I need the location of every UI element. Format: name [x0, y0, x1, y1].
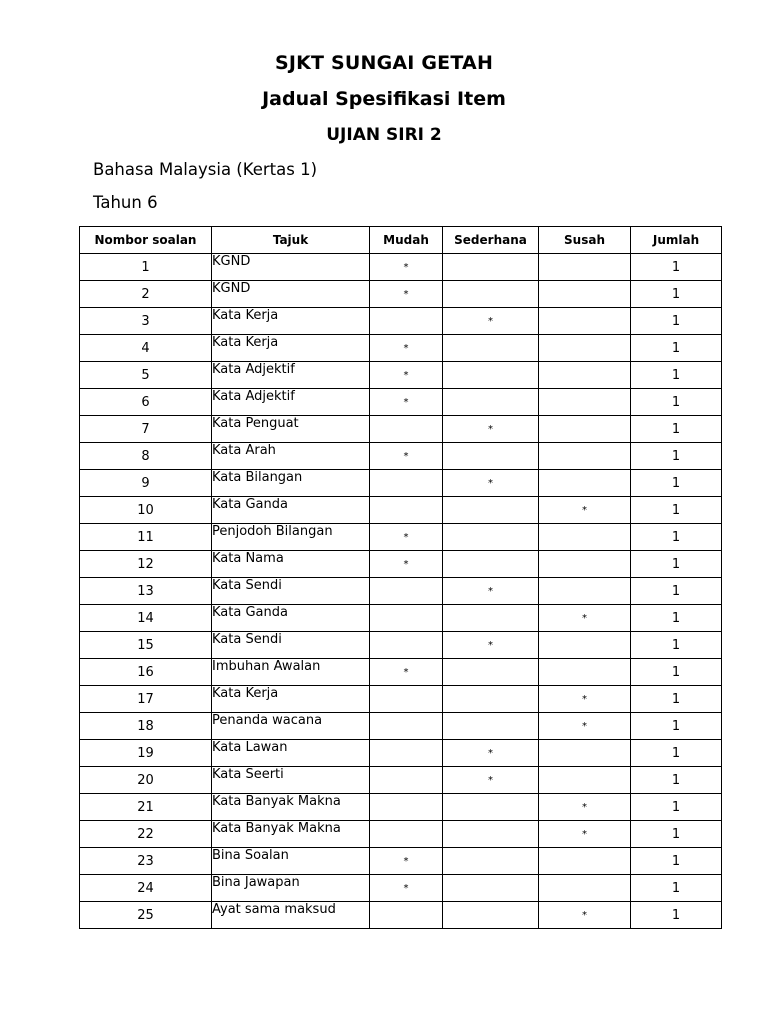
table-row — [80, 875, 722, 902]
easy-mark-cell: * — [370, 362, 443, 389]
topic-cell: Kata Banyak Makna — [212, 794, 370, 821]
column-header-moderate: Sederhana — [443, 227, 539, 254]
total-cell: 1 — [631, 794, 722, 821]
total-cell: 1 — [631, 389, 722, 416]
topic-cell: Bina Jawapan — [212, 875, 370, 902]
moderate-mark-cell — [443, 362, 539, 389]
easy-mark-cell: * — [370, 875, 443, 902]
easy-mark-cell — [370, 308, 443, 335]
question-number-cell: 7 — [80, 416, 212, 443]
total-cell: 1 — [631, 362, 722, 389]
table-row — [80, 308, 722, 335]
question-number-cell: 24 — [80, 875, 212, 902]
moderate-mark-cell — [443, 335, 539, 362]
total-cell: 1 — [631, 632, 722, 659]
hard-mark-cell — [539, 578, 631, 605]
hard-mark-cell — [539, 254, 631, 281]
moderate-mark-cell — [443, 848, 539, 875]
column-header-number: Nombor soalan — [80, 227, 212, 254]
question-number-cell: 13 — [80, 578, 212, 605]
moderate-mark-cell — [443, 821, 539, 848]
question-number-cell: 23 — [80, 848, 212, 875]
total-cell: 1 — [631, 335, 722, 362]
topic-cell: Kata Seerti — [212, 767, 370, 794]
column-header-easy: Mudah — [370, 227, 443, 254]
topic-cell: Kata Banyak Makna — [212, 821, 370, 848]
moderate-mark-cell — [443, 659, 539, 686]
easy-mark-cell — [370, 767, 443, 794]
easy-mark-cell — [370, 497, 443, 524]
moderate-mark-cell — [443, 281, 539, 308]
moderate-mark-cell — [443, 524, 539, 551]
easy-mark-cell — [370, 632, 443, 659]
table-row — [80, 605, 722, 632]
easy-mark-cell: * — [370, 848, 443, 875]
table-row — [80, 848, 722, 875]
moderate-mark-cell: * — [443, 578, 539, 605]
table-body — [80, 254, 722, 929]
total-cell: 1 — [631, 416, 722, 443]
table-row — [80, 767, 722, 794]
hard-mark-cell — [539, 281, 631, 308]
table-header-row — [80, 227, 722, 254]
hard-mark-cell — [539, 632, 631, 659]
hard-mark-cell: * — [539, 713, 631, 740]
easy-mark-cell: * — [370, 254, 443, 281]
topic-cell: Kata Arah — [212, 443, 370, 470]
topic-cell: Kata Ganda — [212, 605, 370, 632]
total-cell: 1 — [631, 497, 722, 524]
table-row — [80, 389, 722, 416]
easy-mark-cell — [370, 470, 443, 497]
easy-mark-cell: * — [370, 389, 443, 416]
question-number-cell: 1 — [80, 254, 212, 281]
table-row — [80, 794, 722, 821]
moderate-mark-cell — [443, 551, 539, 578]
exam-title: UJIAN SIRI 2 — [326, 125, 442, 145]
table-row — [80, 578, 722, 605]
question-number-cell: 16 — [80, 659, 212, 686]
topic-cell: Kata Sendi — [212, 578, 370, 605]
hard-mark-cell — [539, 875, 631, 902]
topic-cell: Imbuhan Awalan — [212, 659, 370, 686]
topic-cell: Penanda wacana — [212, 713, 370, 740]
table-row — [80, 281, 722, 308]
topic-cell: Penjodoh Bilangan — [212, 524, 370, 551]
moderate-mark-cell — [443, 605, 539, 632]
moderate-mark-cell: * — [443, 416, 539, 443]
question-number-cell: 3 — [80, 308, 212, 335]
total-cell: 1 — [631, 821, 722, 848]
topic-cell: Kata Kerja — [212, 686, 370, 713]
school-name: SJKT SUNGAI GETAH — [274, 52, 494, 74]
hard-mark-cell: * — [539, 821, 631, 848]
question-number-cell: 17 — [80, 686, 212, 713]
total-cell: 1 — [631, 875, 722, 902]
hard-mark-cell: * — [539, 902, 631, 929]
total-cell: 1 — [631, 767, 722, 794]
easy-mark-cell: * — [370, 524, 443, 551]
moderate-mark-cell: * — [443, 632, 539, 659]
question-number-cell: 6 — [80, 389, 212, 416]
question-number-cell: 22 — [80, 821, 212, 848]
moderate-mark-cell — [443, 443, 539, 470]
question-number-cell: 5 — [80, 362, 212, 389]
hard-mark-cell — [539, 416, 631, 443]
question-number-cell: 20 — [80, 767, 212, 794]
moderate-mark-cell: * — [443, 740, 539, 767]
document-title: Jadual Spesifikasi Item — [262, 88, 506, 110]
moderate-mark-cell: * — [443, 767, 539, 794]
topic-cell: Kata Kerja — [212, 335, 370, 362]
moderate-mark-cell — [443, 497, 539, 524]
moderate-mark-cell — [443, 254, 539, 281]
easy-mark-cell — [370, 605, 443, 632]
question-number-cell: 9 — [80, 470, 212, 497]
question-number-cell: 21 — [80, 794, 212, 821]
item-specification-table — [79, 226, 722, 929]
question-number-cell: 14 — [80, 605, 212, 632]
moderate-mark-cell — [443, 713, 539, 740]
moderate-mark-cell — [443, 875, 539, 902]
total-cell: 1 — [631, 578, 722, 605]
easy-mark-cell: * — [370, 281, 443, 308]
easy-mark-cell — [370, 740, 443, 767]
hard-mark-cell: * — [539, 794, 631, 821]
topic-cell: Kata Adjektif — [212, 362, 370, 389]
total-cell: 1 — [631, 605, 722, 632]
moderate-mark-cell — [443, 902, 539, 929]
hard-mark-cell: * — [539, 605, 631, 632]
easy-mark-cell — [370, 713, 443, 740]
total-cell: 1 — [631, 848, 722, 875]
moderate-mark-cell: * — [443, 308, 539, 335]
column-header-topic: Tajuk — [212, 227, 370, 254]
total-cell: 1 — [631, 686, 722, 713]
topic-cell: Kata Penguat — [212, 416, 370, 443]
hard-mark-cell — [539, 308, 631, 335]
topic-cell: Kata Ganda — [212, 497, 370, 524]
question-number-cell: 25 — [80, 902, 212, 929]
question-number-cell: 2 — [80, 281, 212, 308]
question-number-cell: 18 — [80, 713, 212, 740]
easy-mark-cell: * — [370, 335, 443, 362]
table-row — [80, 632, 722, 659]
hard-mark-cell — [539, 848, 631, 875]
total-cell: 1 — [631, 740, 722, 767]
hard-mark-cell — [539, 659, 631, 686]
question-number-cell: 12 — [80, 551, 212, 578]
table-row — [80, 821, 722, 848]
hard-mark-cell — [539, 551, 631, 578]
easy-mark-cell — [370, 686, 443, 713]
moderate-mark-cell: * — [443, 470, 539, 497]
table-row — [80, 254, 722, 281]
table-row — [80, 497, 722, 524]
total-cell: 1 — [631, 443, 722, 470]
total-cell: 1 — [631, 281, 722, 308]
hard-mark-cell — [539, 389, 631, 416]
column-header-total: Jumlah — [631, 227, 722, 254]
easy-mark-cell — [370, 794, 443, 821]
question-number-cell: 19 — [80, 740, 212, 767]
table-row — [80, 335, 722, 362]
hard-mark-cell — [539, 767, 631, 794]
topic-cell: KGND — [212, 281, 370, 308]
moderate-mark-cell — [443, 794, 539, 821]
easy-mark-cell: * — [370, 443, 443, 470]
table-row — [80, 443, 722, 470]
total-cell: 1 — [631, 470, 722, 497]
total-cell: 1 — [631, 551, 722, 578]
easy-mark-cell — [370, 578, 443, 605]
topic-cell: KGND — [212, 254, 370, 281]
topic-cell: Kata Lawan — [212, 740, 370, 767]
year-label: Tahun 6 — [93, 193, 158, 212]
hard-mark-cell — [539, 524, 631, 551]
hard-mark-cell — [539, 362, 631, 389]
question-number-cell: 15 — [80, 632, 212, 659]
subject-label: Bahasa Malaysia (Kertas 1) — [93, 160, 318, 179]
topic-cell: Kata Kerja — [212, 308, 370, 335]
table-row — [80, 740, 722, 767]
hard-mark-cell — [539, 335, 631, 362]
hard-mark-cell: * — [539, 497, 631, 524]
total-cell: 1 — [631, 659, 722, 686]
topic-cell: Kata Bilangan — [212, 470, 370, 497]
column-header-hard: Susah — [539, 227, 631, 254]
topic-cell: Kata Adjektif — [212, 389, 370, 416]
topic-cell: Bina Soalan — [212, 848, 370, 875]
easy-mark-cell: * — [370, 659, 443, 686]
table-row — [80, 902, 722, 929]
hard-mark-cell: * — [539, 686, 631, 713]
topic-cell: Kata Nama — [212, 551, 370, 578]
total-cell: 1 — [631, 713, 722, 740]
table-row — [80, 362, 722, 389]
easy-mark-cell — [370, 821, 443, 848]
hard-mark-cell — [539, 740, 631, 767]
topic-cell: Ayat sama maksud — [212, 902, 370, 929]
question-number-cell: 11 — [80, 524, 212, 551]
question-number-cell: 10 — [80, 497, 212, 524]
hard-mark-cell — [539, 443, 631, 470]
question-number-cell: 4 — [80, 335, 212, 362]
moderate-mark-cell — [443, 686, 539, 713]
hard-mark-cell — [539, 470, 631, 497]
table-row — [80, 659, 722, 686]
total-cell: 1 — [631, 254, 722, 281]
question-number-cell: 8 — [80, 443, 212, 470]
easy-mark-cell: * — [370, 551, 443, 578]
table-row — [80, 524, 722, 551]
easy-mark-cell — [370, 416, 443, 443]
table-row — [80, 416, 722, 443]
topic-cell: Kata Sendi — [212, 632, 370, 659]
total-cell: 1 — [631, 902, 722, 929]
table-row — [80, 551, 722, 578]
table-row — [80, 713, 722, 740]
table-row — [80, 686, 722, 713]
table-row — [80, 470, 722, 497]
total-cell: 1 — [631, 524, 722, 551]
moderate-mark-cell — [443, 389, 539, 416]
total-cell: 1 — [631, 308, 722, 335]
easy-mark-cell — [370, 902, 443, 929]
